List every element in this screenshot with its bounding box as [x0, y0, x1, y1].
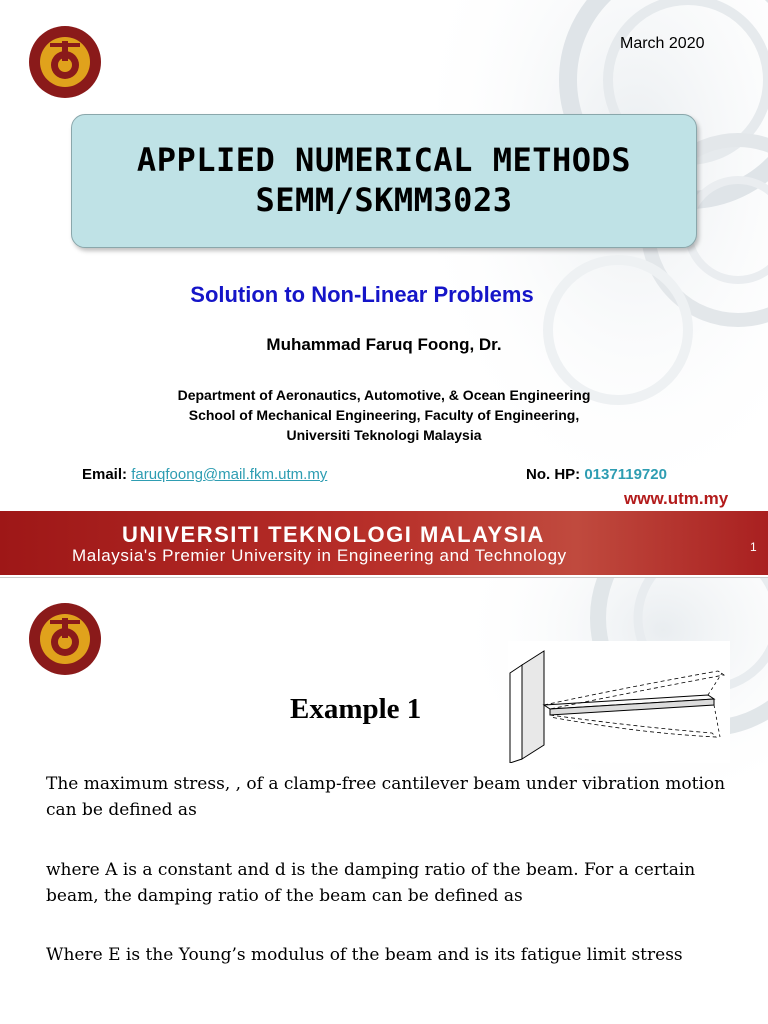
university-banner — [0, 511, 768, 575]
title-box — [71, 114, 697, 248]
paragraph-damping-ratio: where A is a constant and d is the damping ratio of the beam. For a certain beam, the damping ratio of the beam can be defined as — [46, 860, 696, 906]
email-contact — [82, 466, 327, 483]
cantilever-beam-diagram-icon — [508, 641, 730, 763]
email-label: Email: — [82, 466, 128, 483]
page-number: 1 — [750, 540, 757, 554]
banner-title: UNIVERSITI TEKNOLOGI MALAYSIA — [122, 522, 545, 547]
course-title: APPLIED NUMERICAL METHODS — [136, 141, 632, 179]
lecture-subtitle: Solution to Non-Linear Problems — [190, 282, 534, 307]
utm-logo-icon — [28, 602, 102, 676]
example-title: Example 1 — [290, 693, 422, 725]
utm-logo-icon — [28, 25, 102, 99]
department-block — [0, 385, 768, 445]
course-code: SEMM/SKMM3023 — [255, 181, 513, 219]
slide-date: March 2020 — [620, 35, 705, 52]
phone-number: 0137119720 — [584, 466, 667, 483]
phone-contact — [526, 466, 667, 483]
university-line: Universiti Teknologi Malaysia — [286, 427, 482, 443]
website-url: www.utm.my — [624, 489, 729, 508]
banner-tagline: Malaysia's Premier University in Engineering and Technology — [72, 546, 567, 565]
paragraph-youngs-modulus: Where E is the Young’s modulus of the beam and is its fatigue limit stress — [46, 945, 683, 965]
author-name: Muhammad Faruq Foong, Dr. — [266, 335, 502, 354]
department-line: Department of Aeronautics, Automotive, & Ocean Engineering — [177, 387, 591, 403]
phone-label: No. HP: — [526, 466, 581, 483]
email-link[interactable]: faruqfoong@mail.fkm.utm.my — [131, 466, 328, 483]
paragraph-max-stress: The maximum stress, , of a clamp-free cantilever beam under vibration motion can be defined as — [46, 774, 726, 820]
slide-2 — [0, 578, 768, 1024]
school-line: School of Mechanical Engineering, Faculty of Engineering, — [188, 407, 580, 423]
